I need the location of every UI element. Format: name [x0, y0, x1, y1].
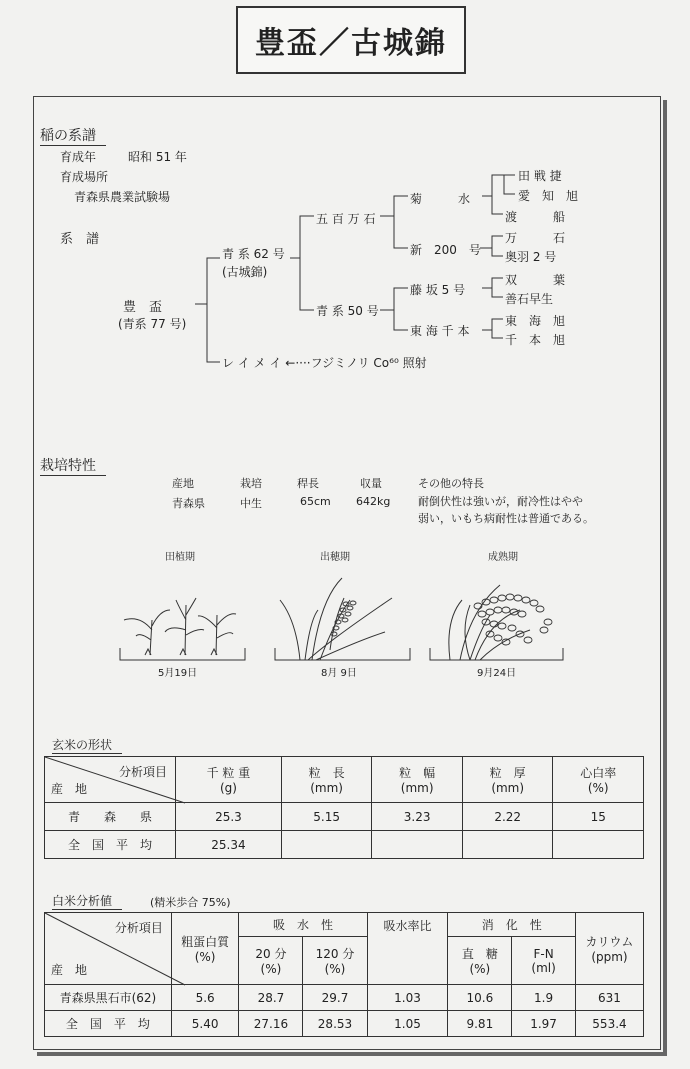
root-sub: (青系 77 号) [118, 317, 187, 331]
brown-col-thickness [462, 757, 553, 803]
parent2b2-name: 千 本 旭 [505, 333, 566, 347]
white-rice-polish-note: (精米歩合 75%) [150, 896, 231, 909]
cult-value-cultivation: 中生 [240, 497, 262, 510]
table-cell: 3.23 [372, 803, 463, 831]
brown-col-white-core-unit: (%) [587, 781, 609, 795]
white-corner-bottom: 産 地 [51, 963, 88, 977]
brown-rice-table [44, 756, 644, 859]
white-row-label: 全 国 平 均 [45, 1011, 172, 1037]
year-value: 昭和 51 年 [128, 150, 187, 164]
table-cell: 28.53 [303, 1011, 367, 1037]
brown-corner-cell [45, 757, 176, 803]
place-value: 青森県農業試験場 [74, 190, 171, 204]
cult-value-yield: 642kg [356, 495, 391, 508]
parent1b-name: 新 200 号 [410, 243, 481, 257]
table-cell [462, 831, 553, 859]
table-cell: 25.34 [176, 831, 282, 859]
table-cell: 28.7 [239, 985, 303, 1011]
white-corner-cell [45, 913, 172, 985]
white-col-fn [512, 937, 576, 985]
root-name: 豊 盃 [123, 300, 163, 315]
white-rice-table [44, 912, 644, 1037]
brown-col-width-unit: (mm) [400, 781, 434, 795]
brown-col-thickness-name: 粒 厚 [489, 766, 526, 780]
table-cell: 5.15 [281, 803, 372, 831]
brown-col-white-core [553, 757, 644, 803]
cultivation-section-title: 栽培特性 [40, 455, 106, 476]
table-cell: 5.6 [171, 985, 239, 1011]
table-cell: 27.16 [239, 1011, 303, 1037]
white-col-absorption: 吸 水 性 [239, 913, 367, 937]
table-cell: 631 [575, 985, 643, 1011]
lineage-label: 系 譜 [60, 232, 100, 247]
table-row [45, 1011, 644, 1037]
white-col-digestibility: 消 化 性 [448, 913, 575, 937]
table-cell: 15 [553, 803, 644, 831]
place-label: 育成場所 [60, 170, 109, 184]
cult-header-yield: 収量 [360, 477, 382, 490]
pedigree-section-title: 稲の系譜 [40, 125, 106, 146]
white-row-label: 青森県黒石市(62) [45, 985, 172, 1011]
table-cell: 9.81 [448, 1011, 512, 1037]
table-cell: 29.7 [303, 985, 367, 1011]
table-cell: 1.05 [367, 1011, 448, 1037]
stage-date-planting: 5月19日 [158, 668, 198, 679]
brown-col-weight [176, 757, 282, 803]
brown-rice-section-title: 玄米の形状 [52, 736, 122, 754]
white-col-abs-120-unit: (%) [324, 962, 346, 976]
stage-label-heading: 出穂期 [320, 552, 350, 563]
cult-header-culm-length: 稈長 [297, 477, 319, 490]
parent2a1-name: 双 葉 [505, 273, 566, 287]
white-col-fn-unit: (ml) [531, 960, 556, 975]
brown-corner-top: 分析項目 [118, 765, 167, 779]
table-cell: 2.22 [462, 803, 553, 831]
parent2a-name: 藤 坂 5 号 [410, 283, 466, 297]
brown-col-width-name: 粒 幅 [399, 766, 436, 780]
cult-notes-line1: 耐倒伏性は強いが，耐冷性はやや [418, 495, 583, 508]
white-col-sugar [448, 937, 512, 985]
brown-row-label: 全 国 平 均 [45, 831, 176, 859]
white-col-potassium-unit: (ppm) [591, 950, 628, 964]
parent1b2-name: 奥羽 2 号 [505, 250, 557, 264]
brown-col-weight-name: 千 粒 重 [206, 766, 251, 780]
parent1-name: 青 系 62 号 [222, 247, 285, 261]
brown-col-length-name: 粒 長 [308, 766, 345, 780]
white-col-abs-120 [303, 937, 367, 985]
table-cell: 5.40 [171, 1011, 239, 1037]
parent2-name: 青 系 50 号 [316, 304, 379, 318]
white-col-protein-name: 粗蛋白質 [181, 935, 230, 949]
parent1a1b-name: 愛 知 旭 [518, 189, 579, 203]
table-cell: 1.97 [512, 1011, 576, 1037]
cult-header-cultivation: 栽培 [240, 477, 262, 490]
white-col-potassium [575, 913, 643, 985]
stage-label-maturity: 成熟期 [488, 552, 518, 563]
cult-value-origin: 青森県 [172, 497, 205, 510]
parent1a1-name: 菊 水 [410, 192, 471, 206]
white-col-sugar-name: 直 糖 [461, 947, 498, 961]
brown-col-length [281, 757, 372, 803]
white-corner-top: 分析項目 [114, 921, 163, 935]
stage-label-planting: 田植期 [165, 552, 195, 563]
table-cell: 25.3 [176, 803, 282, 831]
table-cell [281, 831, 372, 859]
white-col-abs-20 [239, 937, 303, 985]
mutant-line: レ イ メ イ ←····フジミノリ Co⁶⁰ 照射 [222, 356, 427, 370]
brown-col-white-core-name: 心白率 [580, 766, 617, 780]
cult-header-other: その他の特長 [418, 477, 484, 490]
cult-header-origin: 産地 [172, 477, 194, 490]
brown-col-weight-unit: (g) [219, 781, 237, 795]
brown-col-width [372, 757, 463, 803]
year-label: 育成年 [60, 150, 97, 164]
table-cell: 553.4 [575, 1011, 643, 1037]
white-col-fn-name: F-N [533, 946, 554, 961]
white-col-abs-20-unit: (%) [260, 962, 282, 976]
table-cell: 1.9 [512, 985, 576, 1011]
parent2a2-name: 善石早生 [505, 292, 554, 306]
white-col-potassium-name: カリウム [585, 935, 634, 949]
table-cell [372, 831, 463, 859]
white-col-abs-120-name: 120 分 [315, 947, 355, 961]
table-cell: 1.03 [367, 985, 448, 1011]
table-cell [553, 831, 644, 859]
page-title: 豊盃／古城錦 [236, 6, 466, 74]
brown-row-label: 青 森 県 [45, 803, 176, 831]
table-cell: 10.6 [448, 985, 512, 1011]
white-col-protein-unit: (%) [194, 950, 216, 964]
white-col-abs-20-name: 20 分 [255, 947, 287, 961]
parent2b-name: 東 海 千 本 [410, 324, 470, 338]
parent2b1-name: 東 海 旭 [505, 314, 566, 328]
parent1a1a-name: 田 戦 捷 [518, 169, 562, 183]
cult-notes-line2: 弱い，いもち病耐性は普通である。 [418, 512, 594, 525]
white-col-sugar-unit: (%) [469, 962, 491, 976]
parent1a2-name: 渡 船 [505, 210, 566, 224]
stage-date-maturity: 9月24日 [477, 668, 517, 679]
brown-col-length-unit: (mm) [310, 781, 343, 795]
parent1b1-name: 万 石 [505, 231, 566, 245]
table-row [45, 803, 644, 831]
white-col-abs-ratio: 吸水率比 [367, 913, 448, 985]
white-rice-section-title: 白米分析値 [52, 892, 122, 910]
brown-col-thickness-unit: (mm) [491, 781, 525, 795]
stage-date-heading: 8月 9日 [321, 668, 357, 679]
table-row [45, 985, 644, 1011]
brown-corner-bottom: 産 地 [51, 782, 88, 796]
cult-value-culm-length: 65cm [300, 495, 331, 508]
table-row [45, 831, 644, 859]
parent1-sub: (古城錦) [222, 265, 268, 279]
parent1a-name: 五 百 万 石 [316, 212, 376, 226]
